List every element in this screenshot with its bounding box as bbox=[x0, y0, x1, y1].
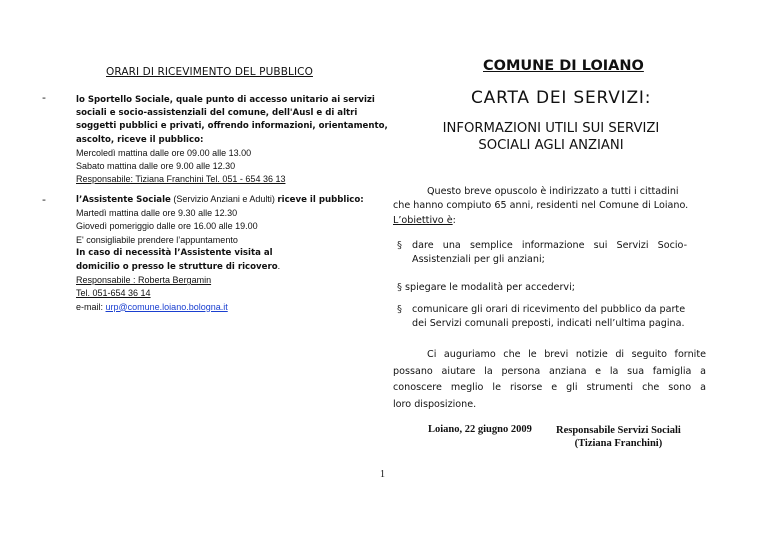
assistente-heading bbox=[76, 193, 364, 207]
closing-line: Ci auguriamo che le brevi notizie di seguito fornite bbox=[427, 349, 706, 360]
assistente-email bbox=[76, 301, 364, 314]
intro-paragraph bbox=[393, 185, 706, 228]
subtitle-line: SOCIALI AGLI ANZIANI bbox=[478, 138, 624, 153]
bullet-3-line: dei Servizi comunali preposti, indicati nell’ultima pagina. bbox=[412, 318, 685, 330]
sportello-schedule-line: Sabato mattina dalle ore 9.00 alle 12.30 bbox=[76, 161, 236, 172]
bullet-1-line: Assistenziali per gli anziani; bbox=[412, 254, 545, 266]
assistente-schedule-line: Martedì mattina dalle ore 9.30 alle 12.30 bbox=[76, 208, 238, 219]
subtitle-line: INFORMAZIONI UTILI SUI SERVIZI bbox=[442, 121, 660, 136]
assistente-receives: riceve il pubblico: bbox=[277, 195, 364, 205]
assistente-schedule-line: E' consigliabile prendere l’appuntamento bbox=[76, 234, 238, 245]
municipality-title: COMUNE DI LOIANO bbox=[483, 58, 644, 74]
sportello-responsible: Responsabile: Tiziana Franchini Tel. 051 - 654 36 13 bbox=[76, 174, 286, 185]
subtitle bbox=[428, 120, 674, 154]
closing-line: possano aiutare la persona anziana e la sua famiglia a bbox=[393, 365, 706, 377]
service-charter-title: CARTA DEI SERVIZI: bbox=[471, 88, 652, 108]
closing-line: conoscere meglio le risorse e gli strumenti che sono a bbox=[393, 382, 706, 393]
home-visit-line: In caso di necessità l’Assistente visita al bbox=[76, 247, 273, 258]
intro-line: che hanno compiuto 65 anni, residenti nel Comune di Loiano. bbox=[393, 200, 689, 212]
bullet-icon: § bbox=[397, 304, 402, 315]
bullet-item-3 bbox=[412, 303, 706, 332]
intro-line: Questo breve opuscolo è indirizzato a tutti i cittadini bbox=[427, 186, 679, 197]
reception-hours-title: ORARI DI RICEVIMENTO DEL PUBBLICO bbox=[106, 66, 313, 78]
home-visit-line bbox=[76, 260, 364, 274]
bullet-item-2: spiegare le modalità per accedervi; bbox=[405, 282, 575, 293]
bullet-3-line: comunicare gli orari di ricevimento del pubblico da parte bbox=[412, 304, 686, 315]
objective-heading bbox=[393, 214, 706, 228]
document-date: Loiano, 22 giugno 2009 bbox=[428, 424, 532, 435]
email-link[interactable]: urp@comune.loiano.bologna.it bbox=[105, 301, 228, 312]
assistente-title: l’Assistente Sociale bbox=[76, 195, 171, 205]
sportello-description-line: sociali e socio-assistenziali del comune, dell'Ausl e di altri bbox=[76, 108, 358, 119]
signature-title: Responsabile Servizi Sociali bbox=[556, 425, 681, 436]
sportello-schedule-line: Mercoledì mattina dalle ore 09.00 alle 13.00 bbox=[76, 147, 252, 158]
sportello-description-line: lo Sportello Sociale, quale punto di accesso unitario ai servizi bbox=[76, 95, 375, 105]
list-dash: - bbox=[42, 193, 46, 206]
assistente-sociale-block bbox=[76, 193, 364, 314]
sportello-description-line: soggetti pubblici e privati, offrendo informazioni, orientamento, bbox=[76, 121, 388, 132]
objective-label: L’obiettivo è bbox=[393, 214, 453, 226]
assistente-phone: Tel. 051-654 36 14 bbox=[76, 288, 151, 299]
sportello-sociale-block bbox=[76, 94, 388, 186]
assistente-schedule-line: Giovedì pomeriggio dalle ore 16.00 alle 19.00 bbox=[76, 221, 258, 232]
page-number: 1 bbox=[380, 469, 385, 480]
email-label: e-mail: bbox=[76, 301, 106, 312]
bullet-icon: § bbox=[397, 282, 402, 293]
bullet-1-line: dare una semplice informazione sui Servizi Socio- bbox=[412, 240, 688, 251]
assistente-service: (Servizio Anziani e Adulti) bbox=[170, 194, 278, 204]
home-visit-dot: . bbox=[277, 261, 281, 272]
home-visit-text: domicilio o presso le strutture di ricovero bbox=[76, 262, 278, 273]
closing-line: loro disposizione. bbox=[393, 398, 477, 410]
assistente-responsible: Responsabile : Roberta Bergamin bbox=[76, 275, 212, 286]
closing-paragraph bbox=[393, 347, 706, 413]
signature-block bbox=[556, 424, 681, 450]
objective-colon: : bbox=[452, 214, 456, 226]
bullet-item-1 bbox=[412, 239, 706, 268]
sportello-description-line: ascolto, riceve il pubblico: bbox=[76, 134, 204, 145]
bullet-icon: § bbox=[397, 240, 402, 251]
list-dash: - bbox=[42, 91, 46, 104]
signature-name: (Tiziana Franchini) bbox=[574, 438, 663, 449]
